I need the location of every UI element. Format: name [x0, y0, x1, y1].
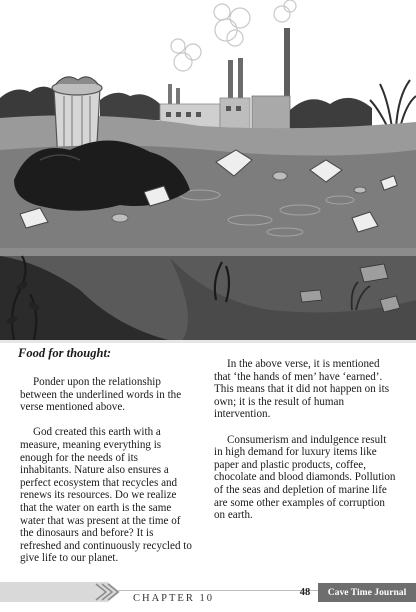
- journal-title-badge: Cave Time Journal: [318, 583, 416, 602]
- left-column: [20, 376, 192, 578]
- paragraph: In the above verse, it is mentioned that ‘the hands of men’ have ‘earned’. This means that it did not happen on its own; it is the result of human intervention.: [214, 358, 390, 421]
- paragraph: God created this earth with a measure, meaning everything is enough for the needs of its inhabitants. Nature also ensures a perfect ecosystem that recycles and renews its resources. Do we realize that the water on earth is the same water that was present at the time of the dinosaurs and before? It is refreshed and continuously recycled to give life to our planet.: [20, 426, 192, 565]
- paragraph: Consumerism and indulgence result in high demand for luxury items like paper and plastic products, coffee, chocolate and blood diamonds. Pollution of the seas and depletion of marine life are some other examples of corruption on earth.: [214, 433, 396, 522]
- section-heading: Food for thought:: [18, 346, 112, 360]
- page-footer: [0, 581, 416, 612]
- chapter-label: CHAPTER 10: [133, 593, 214, 604]
- page-number: 48: [299, 587, 311, 598]
- chevron-decoration-icon: [0, 582, 120, 602]
- paragraph: Ponder upon the relationship between the underlined words in the verse mentioned above.: [20, 376, 182, 414]
- right-column: [214, 358, 396, 534]
